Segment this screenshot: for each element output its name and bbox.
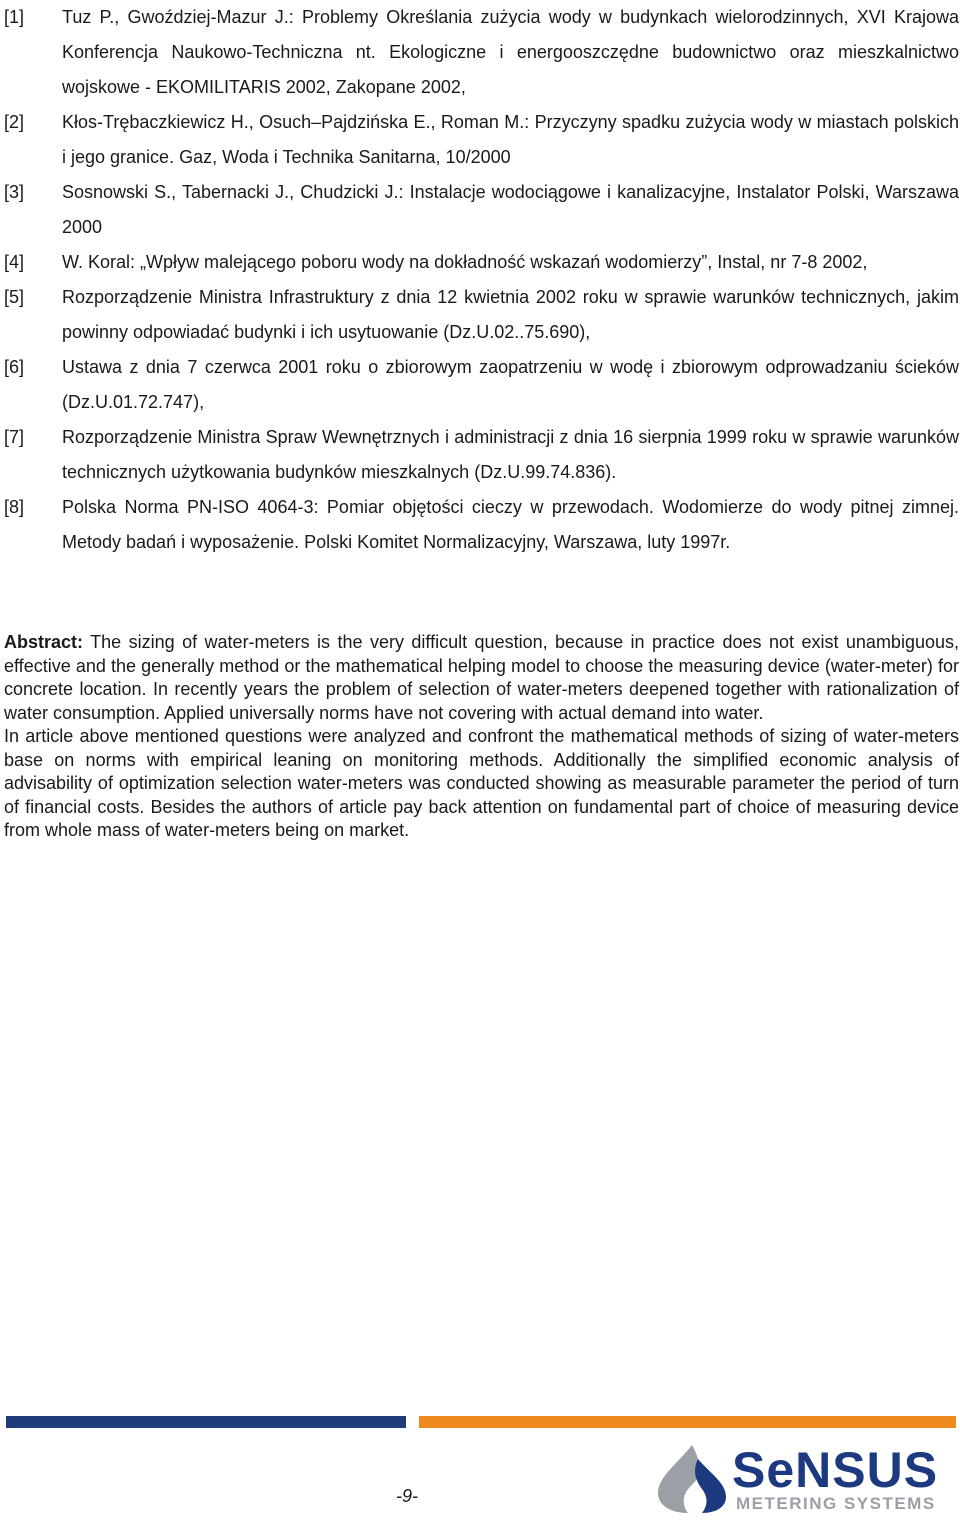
footer-bar-blue [6,1416,406,1428]
reference-text: Polska Norma PN-ISO 4064-3: Pomiar objętości cieczy w przewodach. Wodomierze do wody pitnej zimnej. Metody badań i wyposażenie. Polski Komitet Normalizacyjny, Warszawa, luty 1997r. [62,497,959,552]
reference-number: [4] [4,252,25,272]
reference-item [4,0,959,105]
reference-text: Rozporządzenie Ministra Spraw Wewnętrznych i administracji z dnia 16 sierpnia 1999 roku w sprawie warunków technicznych użytkowania budynków mieszkalnych (Dz.U.99.74.836). [62,427,959,482]
logo-tagline: METERING SYSTEMS [736,1494,936,1513]
reference-text: W. Koral: „Wpływ malejącego poboru wody na dokładność wskazań wodomierzy”, Instal, nr 7-8 2002, [62,252,868,272]
reference-item [4,105,959,175]
reference-text: Kłos-Trębaczkiewicz H., Osuch–Pajdzińska E., Roman M.: Przyczyny spadku zużycia wody w miastach polskich i jego granice. Gaz, Woda i Technika Sanitarna, 10/2000 [62,112,959,167]
reference-number: [7] [4,427,25,447]
reference-number: [3] [4,182,25,202]
sensus-logo [652,1441,956,1515]
reference-item [4,420,959,490]
reference-number: [6] [4,357,25,377]
water-drop-icon [658,1445,726,1513]
footer-bar-orange [419,1416,956,1428]
references-list [4,0,959,560]
reference-number: [1] [4,7,25,27]
abstract-text: The sizing of water-meters is the very difficult question, because in practice does not exist unambiguous, effective and the generally method or the mathematical helping model to choose the measuring device (water-meter) for concrete location. In recently years the problem of selection of water-meters deepened together with rationalization of water consumption. Applied universally norms have not covering with actual demand into water. [4,632,959,723]
reference-item [4,175,959,245]
reference-number: [5] [4,287,25,307]
abstract [4,631,959,843]
reference-number: [8] [4,497,25,517]
reference-text: Sosnowski S., Tabernacki J., Chudzicki J.: Instalacje wodociągowe i kanalizacyjne, Instalator Polski, Warszawa 2000 [62,182,959,237]
abstract-label: Abstract: [4,632,84,652]
reference-text: Tuz P., Gwoździej-Mazur J.: Problemy Określania zużycia wody w budynkach wielorodzinnych, XVI Krajowa Konferencja Naukowo-Techniczna nt. Ekologiczne i energooszczędne budownictwo oraz mieszkalnictwo wojskowe - EKOMILITARIS 2002, Zakopane 2002, [62,7,959,97]
abstract-paragraph [4,631,959,725]
reference-item [4,245,959,280]
abstract-paragraph: In article above mentioned questions were analyzed and confront the mathematical methods of sizing of water-meters base on norms with empirical leaning on monitoring methods. Additionally the simplified economic analysis of advisability of optimization selection water-meters was conducted showing as measurable parameter the period of turn of financial costs. Besides the authors of article pay back attention on fundamental part of choice of measuring device from whole mass of water-meters being on market. [4,726,959,840]
reference-text: Ustawa z dnia 7 czerwca 2001 roku o zbiorowym zaopatrzeniu w wodę i zbiorowym odprowadzaniu ścieków (Dz.U.01.72.747), [62,357,959,412]
logo-wordmark: SeNSUS [732,1442,939,1498]
reference-item [4,280,959,350]
reference-item [4,490,959,560]
reference-number: [2] [4,112,25,132]
page-number: -9- [396,1486,418,1506]
reference-text: Rozporządzenie Ministra Infrastruktury z dnia 12 kwietnia 2002 roku w sprawie warunków technicznych, jakim powinny odpowiadać budynki i ich usytuowanie (Dz.U.02..75.690), [62,287,959,342]
reference-item [4,350,959,420]
